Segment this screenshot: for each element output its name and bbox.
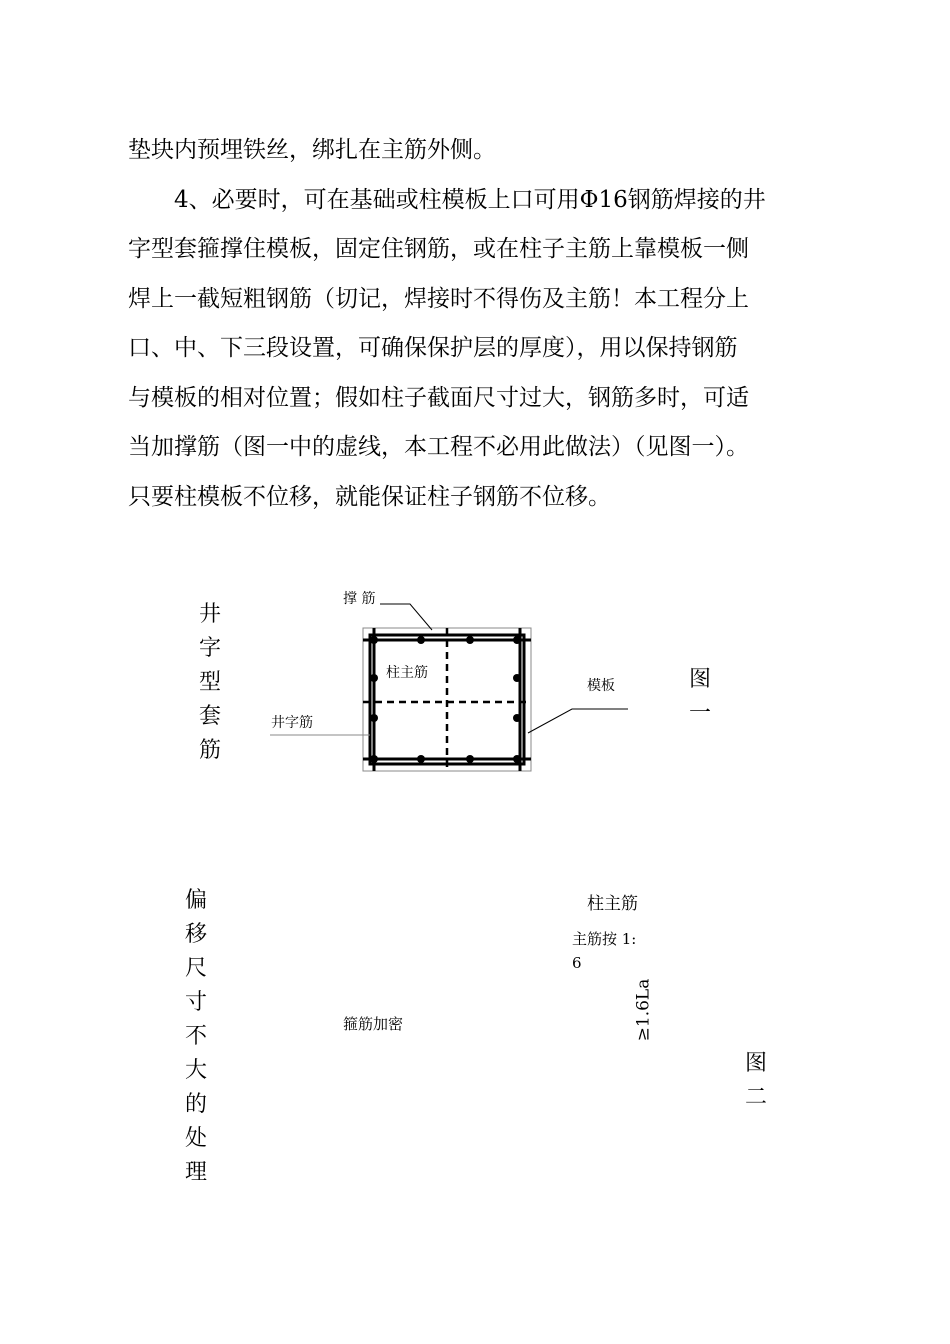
label-slope bbox=[572, 927, 636, 975]
label-la: ≥1.6La bbox=[633, 978, 654, 1042]
main-bars bbox=[370, 636, 521, 763]
text-line: 当加撑筋（图一中的虚线，本工程不必用此做法）（见图一）。 bbox=[128, 434, 749, 460]
text-line: 口、中、下三段设置，可确保保护层的厚度），用以保持钢筋 bbox=[128, 335, 738, 361]
label-gujin: 箍筋加密 bbox=[343, 1015, 404, 1033]
text-line: 垫块内预埋铁丝，绑扎在主筋外侧。 bbox=[128, 137, 496, 163]
text-line: 4、必要时，可在基础或柱模板上口可用Φ16钢筋焊接的井 bbox=[174, 186, 766, 213]
leader-muban bbox=[528, 709, 628, 733]
figure2-side-title: 偏移尺寸不大的处理 bbox=[184, 888, 207, 1185]
label-chengjin: 撑 筋 bbox=[343, 591, 376, 607]
label-jingzijin: 井字筋 bbox=[271, 715, 313, 731]
leader-chengjin bbox=[380, 604, 432, 630]
text-line: 字型套箍撑住模板，固定住钢筋，或在柱子主筋上靠模板一侧 bbox=[128, 236, 749, 262]
text-line: 焊上一截短粗钢筋（切记，焊接时不得伤及主筋！本工程分上 bbox=[128, 285, 749, 312]
label-slope-line2: 6 bbox=[572, 954, 582, 972]
label-zhuzhujin-2: 柱主筋 bbox=[587, 894, 638, 914]
text-line: 与模板的相对位置；假如柱子截面尺寸过大，钢筋多时，可适 bbox=[128, 384, 749, 411]
text-line: 只要柱模板不位移，就能保证柱子钢筋不位移。 bbox=[128, 483, 611, 510]
figure1-side-title: 井字型套筋 bbox=[198, 602, 221, 763]
figure1-caption: 图一 bbox=[688, 667, 711, 726]
label-zhuzhujin: 柱主筋 bbox=[386, 665, 428, 681]
label-muban: 模板 bbox=[587, 678, 615, 694]
label-slope-line1: 主筋按 1: bbox=[572, 930, 637, 948]
figure2-caption: 图二 bbox=[744, 1051, 767, 1110]
